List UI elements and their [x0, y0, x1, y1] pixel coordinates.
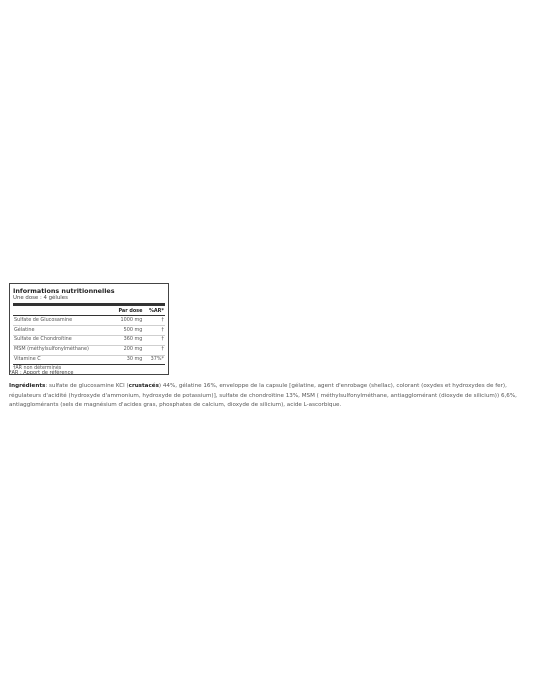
nutrient-dose: 200 mg — [111, 345, 144, 355]
nutrition-table — [13, 306, 165, 365]
ingredients-paragraph — [9, 382, 534, 411]
nutrient-ar: † — [143, 335, 165, 345]
nutrient-name: Gélatine — [13, 325, 111, 335]
nutrient-name: MSM (méthylsulfonylméthane) — [13, 345, 111, 355]
ingredients-text-part2: ) 44%, gélatine 16%, enveloppe de la capsule [gélatine, agent d'enrobage (shellac), colorant (oxydes et hydroxydes de fer), régulateurs d'acidité (hydroxyde d'ammonium, hydroxyde de potassium)], sulfate de chondroïtine 13%, MSM ( méthylsulfonylméthane, antiagglomérant (dioxyde de silicium)) 6,6%, antiagglomérants (sels de magnésium d'acides gras, phosphates de calcium, dioxyde de silicium), acide L-ascorbique. — [9, 383, 517, 409]
nutrition-title: Informations nutritionnelles — [13, 287, 115, 295]
nutrition-table-header — [13, 306, 165, 316]
footnote-not-determined: †AR non déterminés — [13, 366, 62, 372]
header-per-dose: Par dose — [111, 306, 144, 316]
nutrient-dose: 1000 mg — [111, 316, 144, 326]
table-row — [13, 355, 165, 365]
header-ar: %AR* — [143, 306, 165, 316]
table-row — [13, 316, 165, 326]
nutrient-dose: 500 mg — [111, 325, 144, 335]
nutrient-dose: 30 mg — [111, 355, 144, 365]
nutrient-dose: 360 mg — [111, 335, 144, 345]
dose-line: Une dose : 4 gélules — [13, 295, 165, 306]
nutrient-name: Sulfate de Chondroïtine — [13, 335, 111, 345]
table-row — [13, 325, 165, 335]
nutrient-name: Vitamine C — [13, 355, 111, 365]
ingredients-text-part1: : sulfate de glucosamine KCl ( — [45, 383, 129, 389]
table-row — [13, 335, 165, 345]
nutrient-ar: † — [143, 325, 165, 335]
nutrient-name: Sulfate de Glucosamine — [13, 316, 111, 326]
nutrient-ar: † — [143, 316, 165, 326]
ingredients-label: Ingrédients — [9, 383, 46, 389]
nutrition-facts-box — [9, 283, 169, 375]
nutrient-ar: 37%* — [143, 355, 165, 365]
nutrient-ar: † — [143, 345, 165, 355]
header-nutrient — [13, 306, 111, 316]
table-row — [13, 345, 165, 355]
footnote-reference-intake: *AR : Apport de référence — [9, 370, 74, 376]
allergen-crustaceans: crustacés — [128, 383, 159, 389]
